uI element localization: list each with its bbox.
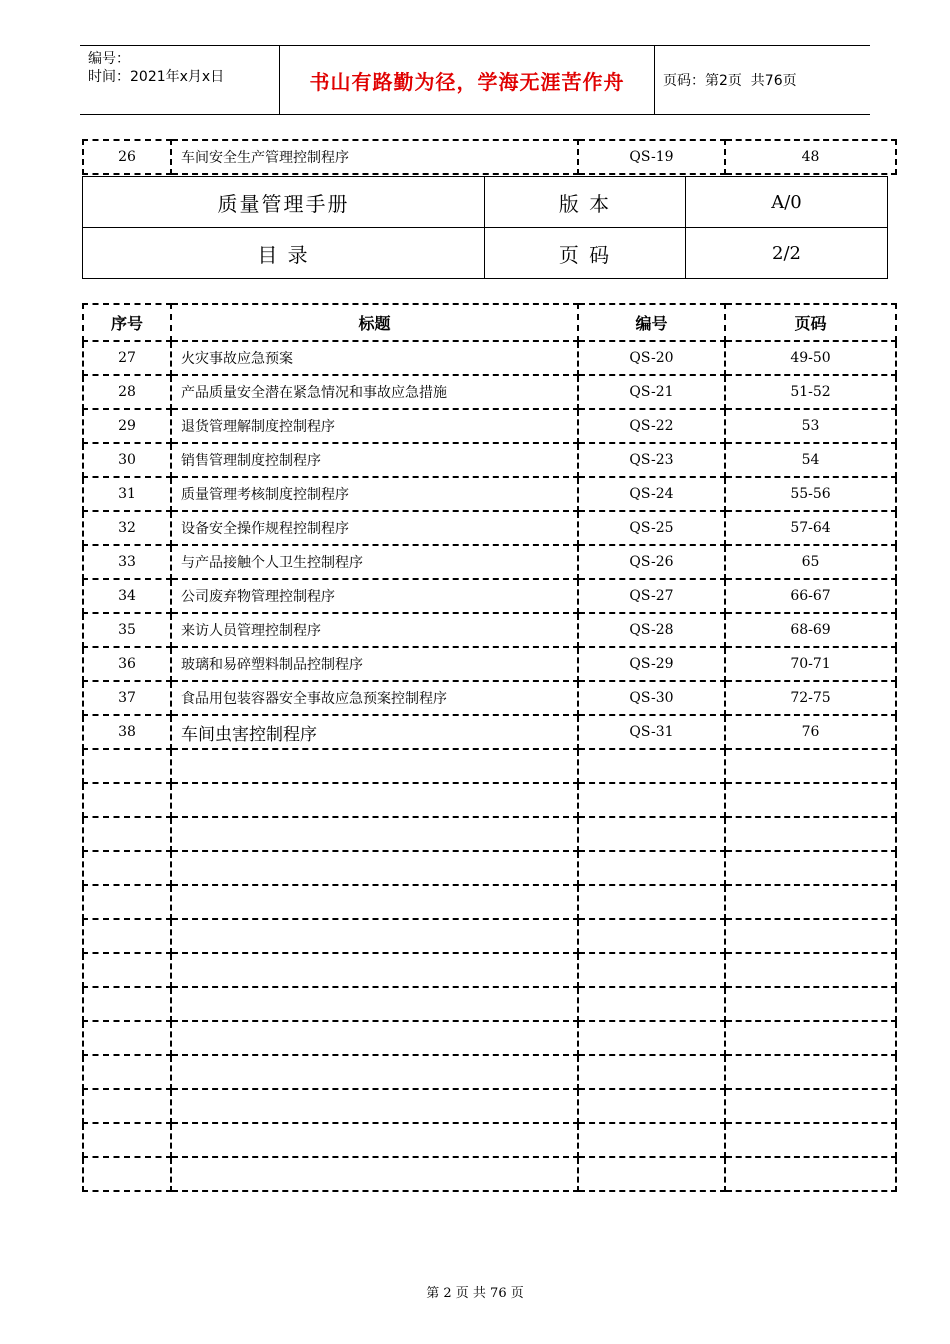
- empty-row: [83, 817, 896, 851]
- empty-cell: [578, 953, 725, 987]
- table-row: [83, 545, 896, 579]
- empty-row: [83, 953, 896, 987]
- row-title: 质量管理考核制度控制程序: [171, 477, 578, 511]
- manual-name: 质量管理手册: [83, 177, 485, 228]
- toc-table: [82, 303, 897, 1192]
- page-info-text: 页码：第2页 共76页: [663, 73, 797, 89]
- table-row: [83, 647, 896, 681]
- empty-cell: [171, 1055, 578, 1089]
- empty-row: [83, 1123, 896, 1157]
- row-page: 70-71: [725, 647, 896, 681]
- row-no: 37: [83, 681, 171, 715]
- empty-cell: [83, 1123, 171, 1157]
- empty-cell: [725, 1021, 896, 1055]
- table-row: [83, 375, 896, 409]
- row-page: 55-56: [725, 477, 896, 511]
- row-page: 49-50: [725, 341, 896, 375]
- empty-cell: [578, 1123, 725, 1157]
- row-title: 设备安全操作规程控制程序: [171, 511, 578, 545]
- row-title: 退货管理解制度控制程序: [171, 409, 578, 443]
- row-page: 68-69: [725, 613, 896, 647]
- header-meta: [80, 46, 280, 114]
- table-row: [83, 443, 896, 477]
- empty-cell: [578, 1021, 725, 1055]
- row-page: 76: [725, 715, 896, 749]
- version-value: A/0: [686, 177, 888, 228]
- row-title: 销售管理制度控制程序: [171, 443, 578, 477]
- empty-cell: [83, 783, 171, 817]
- empty-row: [83, 1157, 896, 1191]
- page-label: 页 码: [485, 228, 686, 279]
- row-title: 玻璃和易碎塑料制品控制程序: [171, 647, 578, 681]
- header-motto: 书山有路勤为径，学海无涯苦作舟: [280, 46, 655, 114]
- empty-cell: [725, 1157, 896, 1191]
- row-page: 48: [725, 140, 896, 174]
- row-code: QS-22: [578, 409, 725, 443]
- empty-cell: [83, 987, 171, 1021]
- empty-cell: [578, 919, 725, 953]
- row-code: QS-30: [578, 681, 725, 715]
- empty-cell: [578, 1157, 725, 1191]
- page-value: 2/2: [686, 228, 888, 279]
- empty-cell: [725, 987, 896, 1021]
- row-title: 公司废弃物管理控制程序: [171, 579, 578, 613]
- table-row: [83, 477, 896, 511]
- empty-cell: [578, 987, 725, 1021]
- empty-cell: [83, 1089, 171, 1123]
- empty-cell: [725, 953, 896, 987]
- row-code: QS-20: [578, 341, 725, 375]
- empty-cell: [578, 851, 725, 885]
- row-title: 来访人员管理控制程序: [171, 613, 578, 647]
- table-row: [83, 715, 896, 749]
- row-title: 食品用包装容器安全事故应急预案控制程序: [171, 681, 578, 715]
- empty-cell: [725, 783, 896, 817]
- row-code: QS-21: [578, 375, 725, 409]
- row-code: QS-31: [578, 715, 725, 749]
- row-title: 火灾事故应急预案: [171, 341, 578, 375]
- empty-cell: [171, 919, 578, 953]
- row-page: 51-52: [725, 375, 896, 409]
- empty-row: [83, 987, 896, 1021]
- time-label: 时间：2021年x月x日: [88, 69, 225, 85]
- manual-info-table: [82, 176, 888, 279]
- empty-cell: [171, 1021, 578, 1055]
- empty-row: [83, 851, 896, 885]
- row-no: 33: [83, 545, 171, 579]
- row-no: 35: [83, 613, 171, 647]
- empty-cell: [171, 885, 578, 919]
- empty-row: [83, 885, 896, 919]
- empty-cell: [725, 851, 896, 885]
- empty-cell: [725, 1055, 896, 1089]
- row-no: 28: [83, 375, 171, 409]
- toc-body: [83, 341, 896, 1191]
- empty-cell: [83, 919, 171, 953]
- empty-cell: [171, 953, 578, 987]
- empty-cell: [171, 817, 578, 851]
- row-no: 31: [83, 477, 171, 511]
- row-title: 车间虫害控制程序: [171, 715, 578, 749]
- empty-row: [83, 783, 896, 817]
- empty-cell: [578, 817, 725, 851]
- empty-cell: [725, 885, 896, 919]
- toc-label: 目 录: [83, 228, 485, 279]
- row-no: 32: [83, 511, 171, 545]
- row-page: 57-64: [725, 511, 896, 545]
- row-code: QS-25: [578, 511, 725, 545]
- table-row: [83, 681, 896, 715]
- row-no: 38: [83, 715, 171, 749]
- version-label: 版 本: [485, 177, 686, 228]
- table-row: [83, 511, 896, 545]
- table-row: [83, 579, 896, 613]
- header-page-info: [655, 46, 870, 114]
- row-code: QS-23: [578, 443, 725, 477]
- empty-cell: [171, 783, 578, 817]
- empty-cell: [83, 1157, 171, 1191]
- row-page: 65: [725, 545, 896, 579]
- row-page: 54: [725, 443, 896, 477]
- row-no: 29: [83, 409, 171, 443]
- row-code: QS-28: [578, 613, 725, 647]
- empty-cell: [578, 885, 725, 919]
- row-title: 与产品接触个人卫生控制程序: [171, 545, 578, 579]
- header-title: 标题: [171, 304, 578, 341]
- row-page: 53: [725, 409, 896, 443]
- row-title: 产品质量安全潜在紧急情况和事故应急措施: [171, 375, 578, 409]
- row-code: QS-27: [578, 579, 725, 613]
- header-page: 页码: [725, 304, 896, 341]
- page-footer: 第 2 页 共 76 页: [426, 1286, 524, 1301]
- empty-cell: [725, 817, 896, 851]
- table-row: [83, 613, 896, 647]
- empty-cell: [725, 1089, 896, 1123]
- row-code: QS-29: [578, 647, 725, 681]
- empty-cell: [83, 749, 171, 783]
- row-title: 车间安全生产管理控制程序: [171, 140, 578, 174]
- empty-cell: [725, 749, 896, 783]
- empty-cell: [578, 749, 725, 783]
- row-code: QS-19: [578, 140, 725, 174]
- carryover-table: [82, 139, 897, 175]
- empty-cell: [578, 1089, 725, 1123]
- row-no: 36: [83, 647, 171, 681]
- row-page: 72-75: [725, 681, 896, 715]
- row-page: 66-67: [725, 579, 896, 613]
- empty-cell: [171, 749, 578, 783]
- empty-cell: [578, 783, 725, 817]
- row-no: 26: [83, 140, 171, 174]
- row-no: 27: [83, 341, 171, 375]
- empty-cell: [578, 1055, 725, 1089]
- page-header: [80, 45, 870, 115]
- empty-cell: [83, 1055, 171, 1089]
- toc-header-row: [83, 304, 896, 341]
- empty-cell: [171, 987, 578, 1021]
- table-row: [83, 140, 896, 174]
- empty-row: [83, 1089, 896, 1123]
- empty-row: [83, 919, 896, 953]
- empty-cell: [171, 851, 578, 885]
- empty-cell: [725, 919, 896, 953]
- row-code: QS-26: [578, 545, 725, 579]
- row-code: QS-24: [578, 477, 725, 511]
- table-row: [83, 409, 896, 443]
- empty-cell: [171, 1123, 578, 1157]
- table-row: [83, 341, 896, 375]
- row-no: 30: [83, 443, 171, 477]
- row-no: 34: [83, 579, 171, 613]
- empty-cell: [171, 1157, 578, 1191]
- serial-label: 编号：: [88, 51, 130, 67]
- header-code: 编号: [578, 304, 725, 341]
- empty-cell: [83, 817, 171, 851]
- empty-cell: [171, 1089, 578, 1123]
- empty-cell: [725, 1123, 896, 1157]
- header-no: 序号: [83, 304, 171, 341]
- empty-cell: [83, 953, 171, 987]
- empty-row: [83, 1055, 896, 1089]
- empty-row: [83, 749, 896, 783]
- empty-cell: [83, 885, 171, 919]
- empty-row: [83, 1021, 896, 1055]
- empty-cell: [83, 1021, 171, 1055]
- empty-cell: [83, 851, 171, 885]
